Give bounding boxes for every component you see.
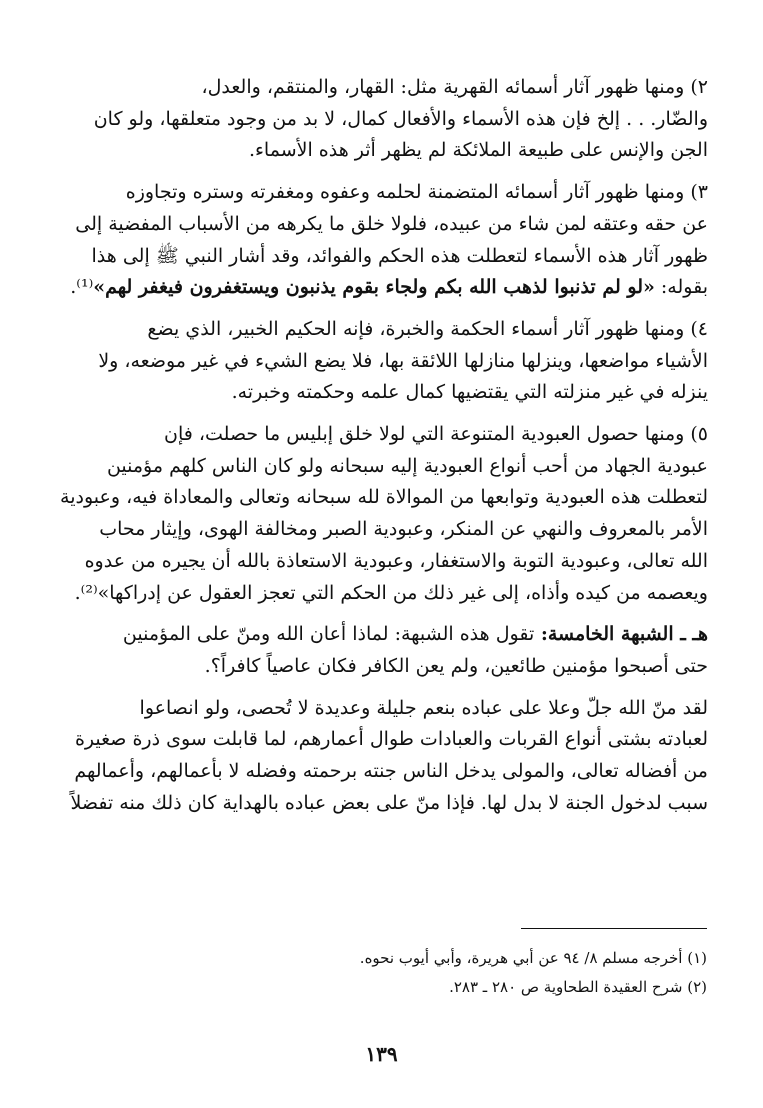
footnotes bbox=[59, 944, 707, 1002]
heading-rest: تقول هذه الشبهة: لماذا أعان الله ومنّ على المؤمنين bbox=[122, 623, 535, 646]
footnote-divider bbox=[521, 928, 707, 929]
text-line: الجن والإنس على طبيعة الملائكة لم يظهر أثر هذه الأسماء. bbox=[248, 139, 708, 162]
paragraph-5 bbox=[60, 419, 708, 609]
page-body bbox=[60, 72, 708, 829]
footnote-2: (٢) شرح العقيدة الطحاوية ص ٢٨٠ ـ ٢٨٣. bbox=[449, 978, 707, 996]
text-line: ويعصمه من كيده وأذاه، إلى غير ذلك من الحكم التي تعجز العقول عن إدراكها»⁽²⁾. bbox=[74, 581, 708, 604]
text-line: عن حقه وعتقه لمن شاء من عبيده، فلولا خلق ما يكرهه من الأسباب المفضية إلى bbox=[75, 212, 708, 235]
text-line: من أفضاله تعالى، والمولى يدخل الناس جنته برحمته وفضله لا بأعمالهم، وأعمالهم bbox=[74, 760, 708, 783]
text-line: لتعطلت هذه العبودية وتوابعها من الموالاة لله سبحانه وتعالى والمعاداة فيه، وعبودية bbox=[60, 486, 708, 509]
line-prefix: بقوله: bbox=[654, 276, 708, 299]
text-line: حتى أصبحوا مؤمنين طائعين، ولم يعن الكافر فكان عاصياً كافراً؟. bbox=[204, 654, 708, 677]
text-line: ٤) ومنها ظهور آثار أسماء الحكمة والخبرة، فإنه الحكيم الخبير، الذي يضع bbox=[147, 317, 708, 340]
text-line: الأمر بالمعروف والنهي عن المنكر، وعبودية الصبر ومخالفة الهوى، وإيثار محاب bbox=[99, 518, 708, 541]
text-line: ٥) ومنها حصول العبودية المتنوعة التي لولا خلق إبليس ما حصلت، فإن bbox=[164, 423, 708, 446]
paragraph-3 bbox=[60, 177, 708, 304]
text-line: الله تعالى، وعبودية التوبة والاستغفار، وعبودية الاستعاذة بالله أن يجيره من عدوه bbox=[84, 549, 708, 572]
text-line: ٣) ومنها ظهور آثار أسمائه المتضمنة لحلمه وعفوه ومغفرته وستره وتجاوزه bbox=[125, 181, 708, 204]
text-line: ٢) ومنها ظهور آثار أسمائه القهرية مثل: القهار، والمنتقم، والعدل، bbox=[201, 76, 708, 98]
text-line: والضّار. . . إلخ فإن هذه الأسماء والأفعال كمال، لا بد من وجود متعلقها، ولو كان bbox=[93, 107, 708, 130]
paragraph-4 bbox=[60, 314, 708, 409]
text-line: لعبادته بشتى أنواع القربات والعبادات طوال أعمارهم، لما قابلت سوى ذرة صغيرة bbox=[74, 728, 708, 751]
text-line: ظهور آثار هذه الأسماء لتعطلت هذه الحكم والفوائد، وقد أشار النبي ﷺ إلى هذا bbox=[91, 244, 708, 267]
text-line: عبودية الجهاد من أحب أنواع العبودية إليه سبحانه ولو كان الناس كلهم مؤمنين bbox=[106, 454, 708, 477]
section-heading: هـ ـ الشبهة الخامسة: bbox=[534, 623, 708, 646]
footnote-ref-1: ⁽¹⁾. bbox=[70, 276, 94, 299]
text-line bbox=[60, 272, 708, 304]
text-line: الأشياء مواضعها، وينزلها منازلها اللائقة بها، فلا يضع الشيء في غير موضعه، ولا bbox=[98, 349, 708, 372]
hadith-quote: «لو لم تذنبوا لذهب الله بكم ولجاء بقوم يذنبون ويستغفرون فيغفر لهم» bbox=[93, 276, 655, 299]
paragraph-2 bbox=[60, 72, 708, 167]
text-line: لقد منّ الله جلّ وعلا على عباده بنعم جليلة وعديدة لا تُحصى، ولو انصاعوا bbox=[139, 696, 708, 719]
footnote-1: (١) أخرجه مسلم ٨/ ٩٤ عن أبي هريرة، وأبي أيوب نحوه. bbox=[359, 949, 707, 967]
paragraph-grace bbox=[60, 693, 708, 820]
text-line bbox=[60, 619, 708, 651]
text-line: سبب لدخول الجنة لا بدل لها. فإذا منّ على بعض عباده بالهداية كان ذلك منه تفضلاً bbox=[70, 791, 708, 814]
page-number: ١٣٩ bbox=[365, 1042, 398, 1066]
text-line: ينزله في غير منزلته التي يقتضيها كمال علمه وحكمته وخبرته. bbox=[231, 381, 708, 404]
paragraph-fifth-doubt bbox=[60, 619, 708, 682]
